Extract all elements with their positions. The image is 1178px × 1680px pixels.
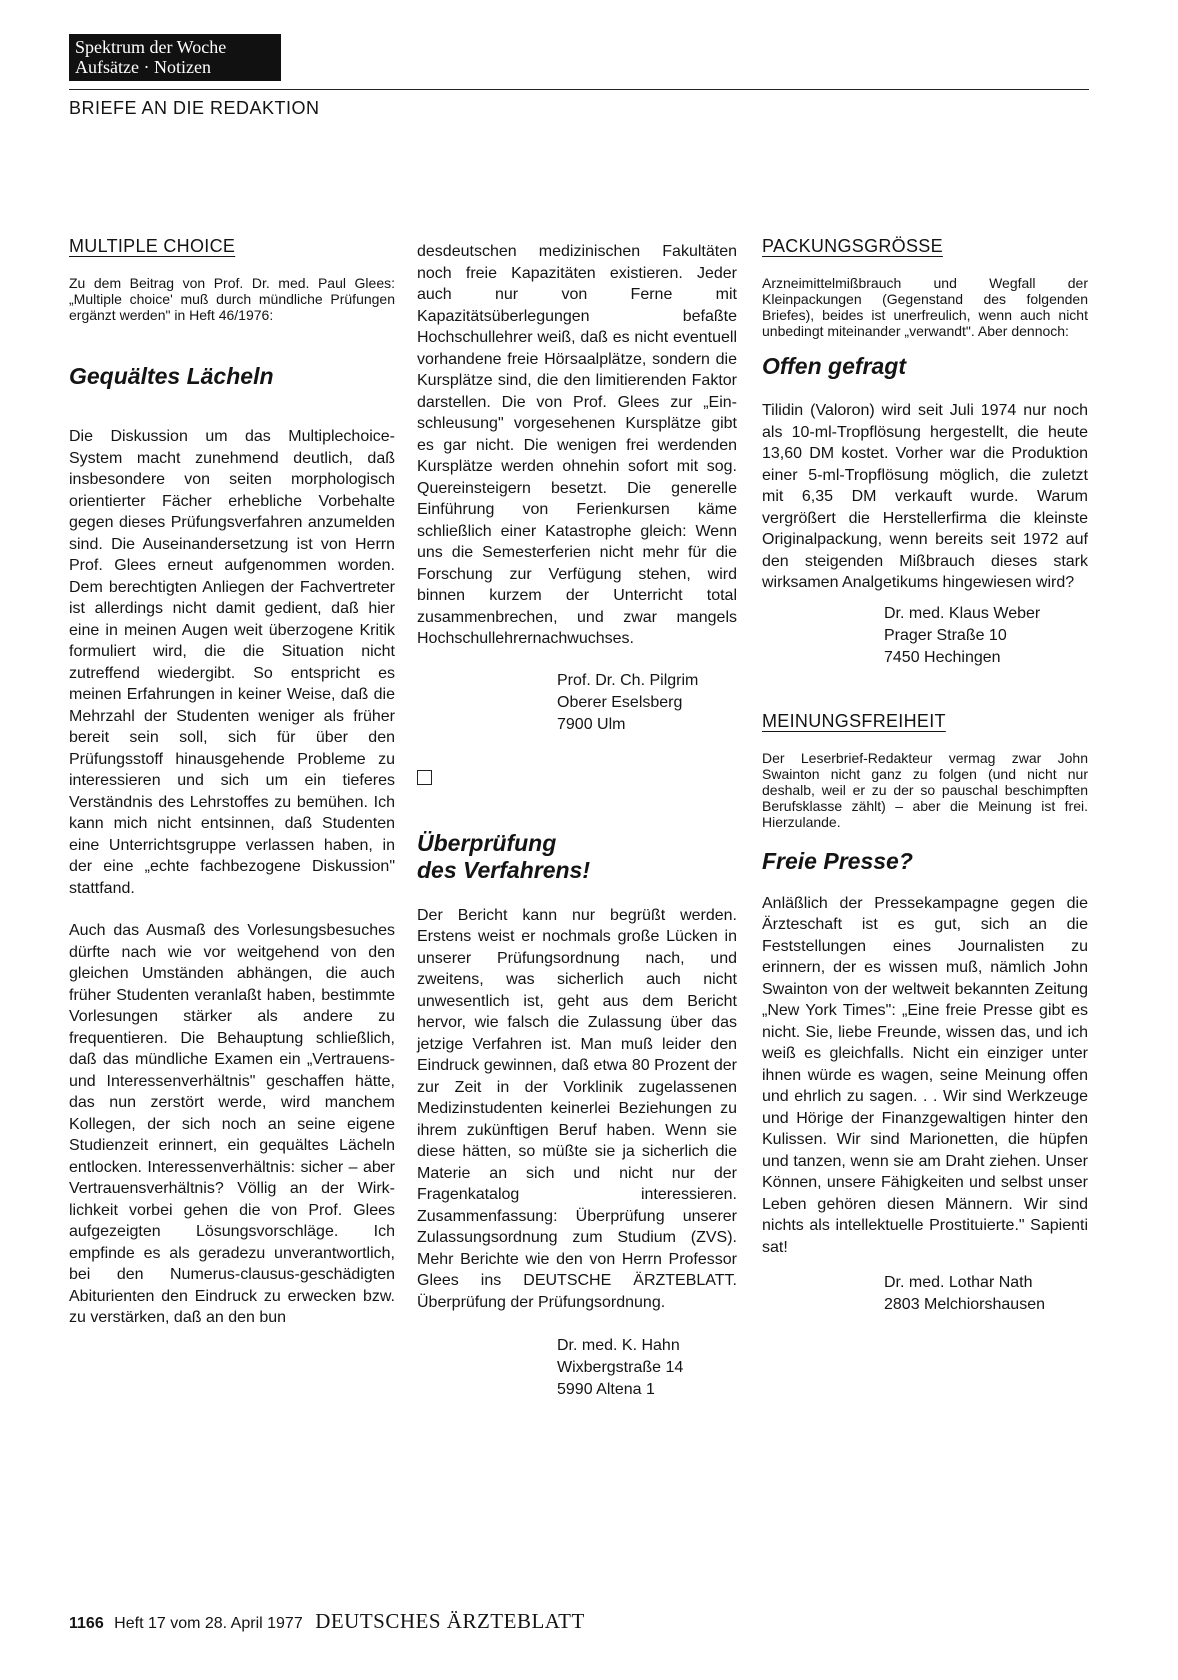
letter3-body: Tilidin (Valoron) wird seit Juli 1974 nur noch als 10-ml-Tropflösung hergestellt, die heute 13,60 DM kostet. Vorher war die Produktion einer 5-ml-Tropflösung möglich, die zuletzt mit 6,35 DM verkauft wurde. Warum vergrößert die Herstellerfirma die kleinste Originalpackung, wenn bereits seit 1972 auf den steigenden Mißbrauch dieses stark wirksamen Analgetikums hingewiesen wird? (762, 402, 1088, 591)
letter3-signature-city: 7450 Hechingen (884, 648, 1001, 666)
section-tag-line1: Spektrum der Woche (75, 37, 227, 57)
letter4-headline: Freie Presse? (762, 847, 913, 874)
letter1-signature-name: Prof. Dr. Ch. Pilgrim (557, 671, 699, 689)
letter2-signature-city: 5990 Altena 1 (557, 1381, 655, 1398)
letter1-signature-city: 7900 Ulm (557, 715, 626, 733)
journal-name: DEUTSCHES ÄRZTEBLATT (315, 1609, 585, 1633)
letter4-intro: Der Leserbrief-Redakteur vermag zwar John Swainton nicht ganz zu folgen (und nicht nur deshalb, weil er zu der so pauschal beschimpften Berufsklasse zählt) – aber die Meinung ist frei. Hierzulande. (762, 749, 1088, 830)
letter4-signature-name: Dr. med. Lothar Nath (884, 1274, 1033, 1291)
letter2-signature (417, 1335, 737, 1401)
letter3-signature (762, 603, 1088, 669)
letter4-signature-city: 2803 Melchiorshausen (884, 1296, 1045, 1313)
section-tag (69, 34, 281, 81)
column-1 (69, 236, 395, 1329)
letter2-headline-line1: Überprüfung (417, 829, 557, 856)
letter4-body: Anläßlich der Pressekampagne gegen die Ärzteschaft ist es gut, sich an die Feststellungen eines Journalisten zu erinnern, der es wissen muß, nämlich John Swainton von der weltweit bekannten Zeitung „New York Times": „Eine freie Presse gibt es nicht. Sie, liebe Freunde, wissen das, und ich weiß es gleichfalls. Nicht ein einziger unter ihnen würde es wagen, seine Meinung offen und ehrlich zu sagen. . . Wir sind Werkzeuge und Hörige der Finanzgewaltigen hinter den Kulissen. Wir sind Marionetten, die hüpfen und tanzen, wenn sie am Draht ziehen. Unser Können, unsere Fähigkeiten und selbst unser Leben gehören diesen Männern. Wir sind nichts als intellektuelle Prostituierte." Sapienti sat! (762, 894, 1088, 1256)
letter1-signature (417, 670, 737, 736)
column-3 (762, 236, 1088, 1316)
page-footer (69, 1609, 585, 1634)
header-rule (69, 89, 1089, 90)
letter2-headline-line2: des Verfahrens! (417, 856, 590, 883)
letter3-signature-street: Prager Straße 10 (884, 626, 1007, 644)
end-of-letter-square (417, 770, 432, 785)
letter1-signature-street: Oberer Eselsberg (557, 693, 683, 711)
letter2-signature-street: Wixbergstraße 14 (557, 1359, 684, 1376)
page-number: 1166 (69, 1615, 104, 1632)
letter1-intro: Zu dem Beitrag von Prof. Dr. med. Paul Glees: „Multiple choice' muß durch mündliche Prüfungen ergänzt werden" in Heft 46/1976: (69, 275, 395, 323)
letter2-signature-name: Dr. med. K. Hahn (557, 1337, 680, 1354)
letter1-kicker: MULTIPLE CHOICE (69, 236, 236, 256)
letter4-kicker: MEINUNGSFREIHEIT (762, 710, 946, 731)
letter1-headline: Gequältes Lächeln (69, 363, 274, 389)
letter2-headline (417, 830, 737, 884)
letter1-paragraph1: Die Diskussion um das Multiplechoice-System macht zunehmend deutlich, daß insbesondere von seiten morphologisch orientierter Fächer erhebliche Vorbehalte gegen dieses Prüfungsverfahren anzumelden sind. Die Auseinandersetzung ist von Herrn Prof. Glees erneut aufgenommen worden. Dem berechtigten Anliegen der Fachvertreter ist allerdings nicht damit gedient, daß hier eine in meinen Augen weit überzogene Kritik formuliert wird, die die Situation nicht zutreffend wiedergibt. So entspricht es meinen Erfahrungen in keiner Weise, daß die Mehrzahl der Studenten weniger als früher bereit sein soll, sich für über den Prüfungsstoff hinausgehende Probleme zu interessieren und sich um ein tieferes Verständnis des Lehrstoffes zu bemühen. Ich kann mich nicht entsinnen, daß Studenten eine Unterrichtsgruppe verlassen haben, in der eine „echte fachbezogene Diskussion" stattfand. (69, 428, 395, 897)
section-title: BRIEFE AN DIE REDAKTION (69, 98, 320, 118)
letter3-intro: Arzneimittelmißbrauch und Wegfall der Kleinpackungen (Gegenstand des folgenden Briefes), beides ist unerfreulich, wenn auch nicht unbedingt miteinander „verwandt". Aber dennoch: (762, 275, 1088, 339)
letter3-signature-name: Dr. med. Klaus Weber (884, 604, 1041, 622)
letter1-paragraph2: Auch das Ausmaß des Vorlesungsbesuches dürfte nach wie vor weitgehend von den gleichen Umständen abhängen, die auch früher Studenten veranlaßt haben, bestimmte Vorlesungen stärker als andere zu frequentieren. Die Behauptung schließlich, daß das mündliche Examen ein „Vertrauens- und Interessenverhältnis" geschaffen hätte, das nun zerstört werde, wird manchem Kollegen, der sich noch an seine eigene Studienzeit erinnert, ein gequältes Lächeln entlocken. Interessenverhältnis: sicher – aber Vertrauensverhältnis? Völlig an der Wirklichkeit vorbei gehen die von Prof. Glees aufgezeigten Lösungsvorschläge. Ich empfinde es als geradezu unverantwortlich, bei den Numerus-clausus-geschädigten Abiturienten den Eindruck zu erwecken bzw. zu verstärken, daß an den bun (69, 922, 395, 1326)
column-2 (417, 241, 737, 1401)
letter4-signature (762, 1272, 1088, 1316)
letter3-kicker: PACKUNGSGRÖSSE (762, 236, 943, 256)
letter2-body: Der Bericht kann nur begrüßt werden. Erstens weist er nochmals große Lücken in unserer Prüfungsordnung nach, und zweitens, was sicherlich auch nicht unwesentlich ist, geht aus dem Bericht hervor, wie falsch die Zulassung über das jetzige Verfahren ist. Man muß leider den Eindruck gewinnen, daß etwa 80 Prozent der zur Zeit in der Vorklinik zugelassenen Medizinstudenten keinerlei Beziehungen zu ihrem zukünftigen Beruf haben. Wenn sie diese hätten, so müßte sie ja sicherlich die Materie an sich und nicht nur der Fragenkatalog interessieren. Zusammenfassung: Überprüfung unserer Zulassungsordnung zum Studium (ZVS). Mehr Berichte wie den von Herrn Professor Glees ins DEUTSCHE ÄRZTEBLATT. Überprüfung der Prüfungsordnung. (417, 906, 737, 1311)
letter1-paragraph3: desdeutschen medizinischen Fakultäten noch freie Kapazitäten existieren. Jeder auch nur von Ferne mit Kapazitätsüberlegungen befaßte Hochschullehrer weiß, daß es nicht eventuell vorhandene freie Hörsaalplätze, sondern die Kursplätze sind, die den limitierenden Faktor darstellen. Die von Prof. Glees zur „Einschleusung" vorgesehenen Kursplätze gibt es gar nicht. Die wenigen frei werdenden Kursplätze werden ohnehin sofort mit sog. Quereinsteigern besetzt. Die generelle Einführung von Ferienkursen käme schließlich einer Katastrophe gleich: Wenn uns die Semesterferien nicht mehr für die Forschung zur Verfügung stehen, wird binnen kurzem der Unterricht total zusammenbrechen, und zwar mangels Hochschullehrernachwuchses. (417, 243, 737, 647)
section-tag-line2: Aufsätze · Notizen (75, 57, 211, 77)
issue-info: Heft 17 vom 28. April 1977 (114, 1615, 303, 1632)
letter3-headline: Offen gefragt (762, 353, 906, 379)
